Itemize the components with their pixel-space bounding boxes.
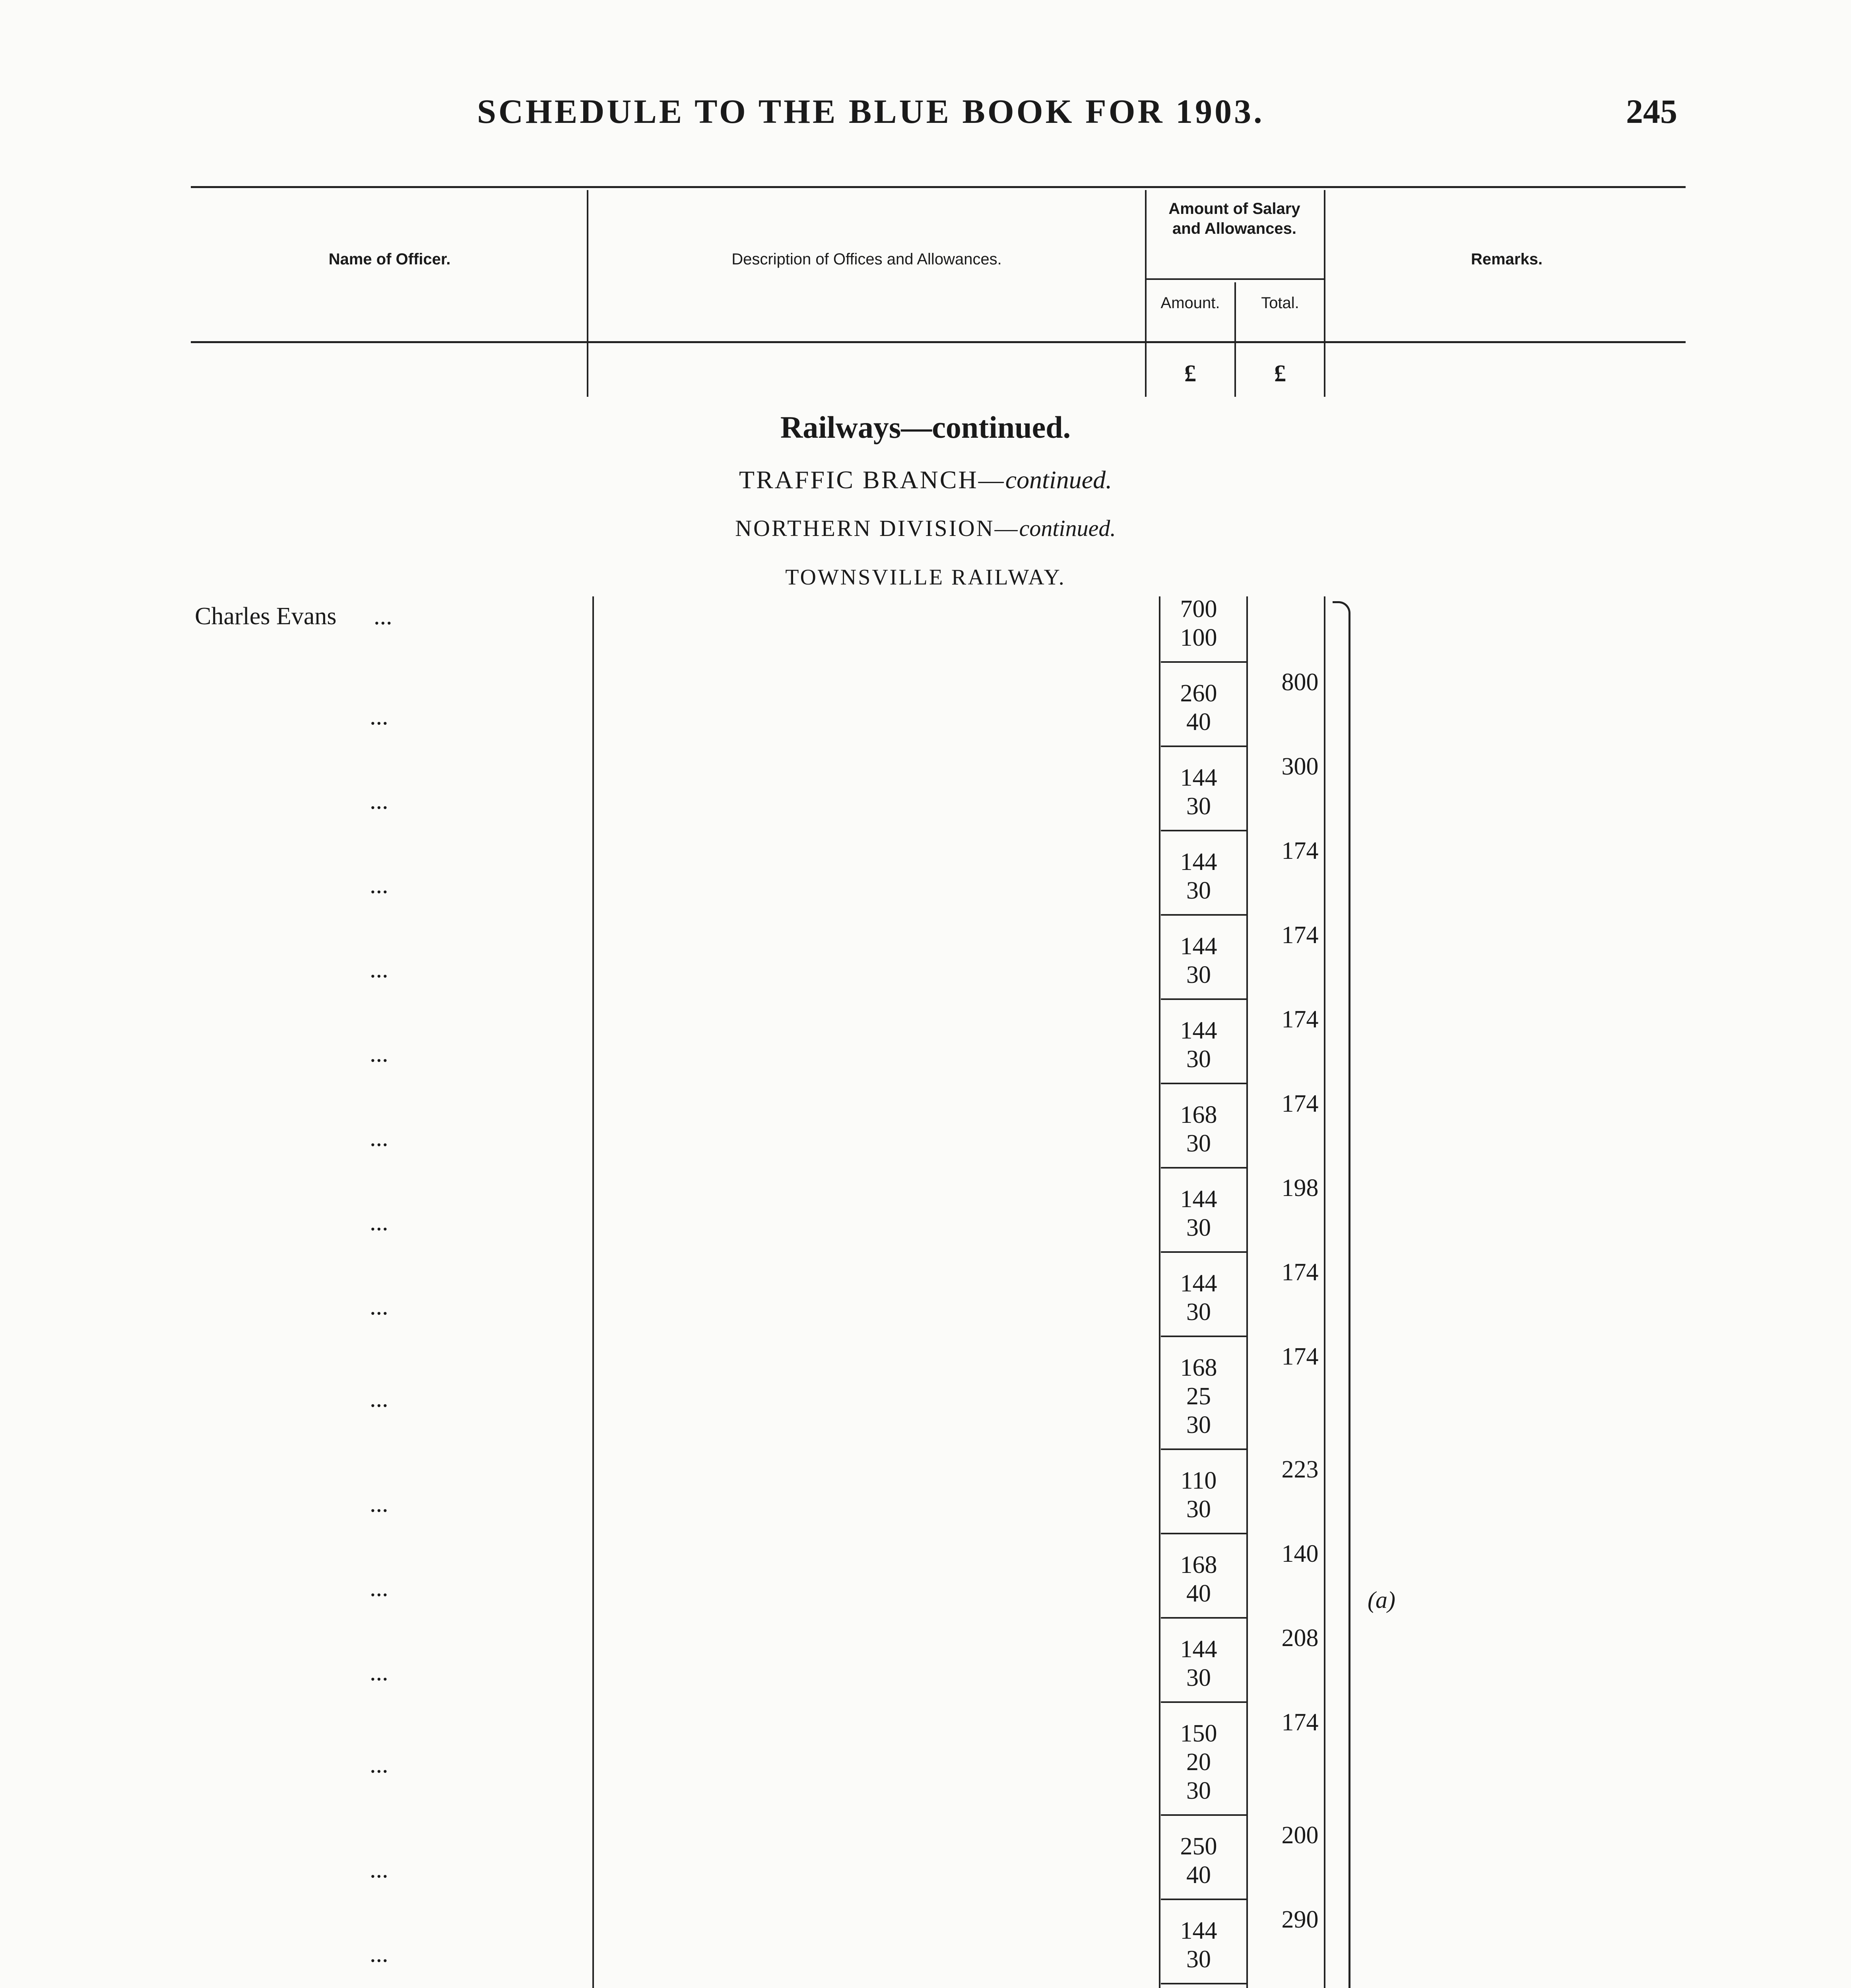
amount-subtotal-rule [1161,830,1246,831]
amount-value: 144 [1180,1270,1217,1297]
officer-name-dots: ... [370,872,388,899]
officer-name: Charles Evans [195,603,337,630]
section-railways: Railways—continued. [780,410,1071,445]
amount-value: 25 [1186,1383,1211,1410]
total-value: 290 [1281,1906,1319,1933]
body-rule-total-right [1324,596,1325,1988]
officer-name-dots: ... [374,603,392,630]
total-value: 300 [1281,753,1319,780]
amount-subtotal-rule [1161,1814,1246,1816]
officer-name-dots: ... [370,787,388,814]
amount-value: 250 [1180,1833,1217,1860]
section-traffic-branch [0,465,1851,495]
body-rule-amount-left [1159,596,1160,1988]
amount-subtotal-rule [1161,1251,1246,1253]
section-northern-main: NORTHERN DIVISION— [735,515,1019,541]
amount-subtotal-rule [1161,914,1246,916]
total-value: 200 [1281,1822,1319,1849]
amount-value: 20 [1186,1749,1211,1776]
total-value: 174 [1281,837,1319,864]
amount-subtotal-rule [1161,1336,1246,1337]
officer-name-dots: ... [370,1209,388,1236]
total-value: 174 [1281,1090,1319,1117]
page-title: SCHEDULE TO THE BLUE BOOK FOR 1903. [477,92,1265,130]
amount-subtotal-rule [1161,1983,1246,1984]
column-header-name: Name of Officer. [328,250,451,268]
column-divider-total [1324,190,1325,397]
body-rule-desc-left [592,596,594,1988]
officer-name-dots: ... [370,1574,388,1602]
amount-subtotal-rule [1161,1083,1246,1084]
officer-name-dots: ... [370,1751,388,1778]
column-header-amount-group: Amount of Salary and Allowances. [1168,200,1300,237]
amount-subtotal-rule [1161,661,1246,663]
remarks-brace-upper [1333,601,1350,1601]
officer-name-dots: ... [370,1659,388,1686]
amount-value: 144 [1180,848,1217,876]
amount-subtotal-rule [1161,1533,1246,1534]
total-value: 140 [1281,1540,1319,1567]
officer-name-dots: ... [370,1385,388,1412]
officer-name-dots: ... [370,1293,388,1320]
amount-value: 30 [1186,1130,1211,1157]
section-northern-cont: continued. [1019,515,1116,541]
section-traffic-main: TRAFFIC BRANCH— [739,466,1005,494]
amount-subtotal-rule [1161,746,1246,747]
officer-name-dots: ... [370,703,388,730]
column-header-description: Description of Offices and Allowances. [731,250,1002,268]
amount-value: 144 [1180,1917,1217,1944]
total-value: 223 [1281,1456,1319,1483]
section-northern-division [0,515,1851,542]
amount-value: 30 [1186,1946,1211,1973]
amount-subtotal-rule [1161,1617,1246,1619]
amount-value: 40 [1186,1862,1211,1889]
amount-value: 40 [1186,709,1211,736]
amount-value: 700 [1180,596,1217,623]
header-top-rule [191,186,1686,188]
column-header-amount: Amount. [1160,294,1220,312]
officer-name-dots: ... [370,1490,388,1517]
amount-value: 150 [1180,1720,1217,1747]
currency-amount: £ [1184,360,1196,386]
column-divider-name [587,190,588,397]
amount-value: 30 [1186,961,1211,988]
total-value: 174 [1281,1259,1319,1286]
amount-value: 30 [1186,1214,1211,1241]
amount-value: 168 [1180,1551,1217,1578]
officer-name-dots: ... [370,956,388,983]
amount-value: 30 [1186,1299,1211,1326]
total-value: 174 [1281,1006,1319,1033]
section-traffic-cont: continued. [1005,466,1112,494]
total-value: 208 [1281,1625,1319,1652]
page-number: 245 [1626,92,1677,130]
amount-value: 260 [1180,680,1217,707]
amount-value: 144 [1180,1186,1217,1213]
amount-subtotal-rule [1161,1899,1246,1900]
officer-name-dots: ... [370,1124,388,1151]
amount-subtotal-rule [1161,1701,1246,1703]
amount-value: 30 [1186,1664,1211,1691]
amount-value: 110 [1180,1467,1217,1494]
currency-total: £ [1274,360,1286,386]
officer-name-dots: ... [370,1856,388,1883]
amount-value: 168 [1180,1101,1217,1128]
amount-value: 30 [1186,1496,1211,1523]
officer-name-dots: ... [370,1040,388,1067]
total-value: 174 [1281,922,1319,949]
column-header-total: Total. [1261,294,1299,312]
total-value: 174 [1281,1343,1319,1370]
amount-subtotal-rule [1161,998,1246,1000]
amount-value: 30 [1186,1777,1211,1804]
column-divider-amount [1234,282,1236,397]
amount-value: 144 [1180,764,1217,791]
amount-value: 30 [1186,1046,1211,1073]
amount-subtotal-rule [1161,1448,1246,1450]
column-header-remarks: Remarks. [1471,250,1543,268]
amount-value: 30 [1186,877,1211,904]
amount-group-rule [1147,278,1324,280]
remarks-brace-lower [1333,1599,1350,1988]
amount-value: 144 [1180,933,1217,960]
amount-value: 144 [1180,1017,1217,1044]
amount-subtotal-rule [1161,1167,1246,1169]
section-townsville-railway: TOWNSVILLE RAILWAY. [785,565,1066,590]
officer-name-dots: ... [370,1940,388,1967]
total-value: 800 [1281,669,1319,696]
amount-value: 30 [1186,793,1211,820]
amount-value: 30 [1186,1411,1211,1439]
total-value: 174 [1281,1709,1319,1736]
header-bottom-rule [191,341,1686,343]
total-value: 198 [1281,1175,1319,1202]
remarks-note: (a) [1368,1587,1395,1613]
amount-value: 100 [1180,624,1217,651]
amount-value: 40 [1186,1580,1211,1607]
amount-value: 168 [1180,1354,1217,1381]
body-rule-amount-right [1246,596,1248,1988]
amount-value: 144 [1180,1636,1217,1663]
